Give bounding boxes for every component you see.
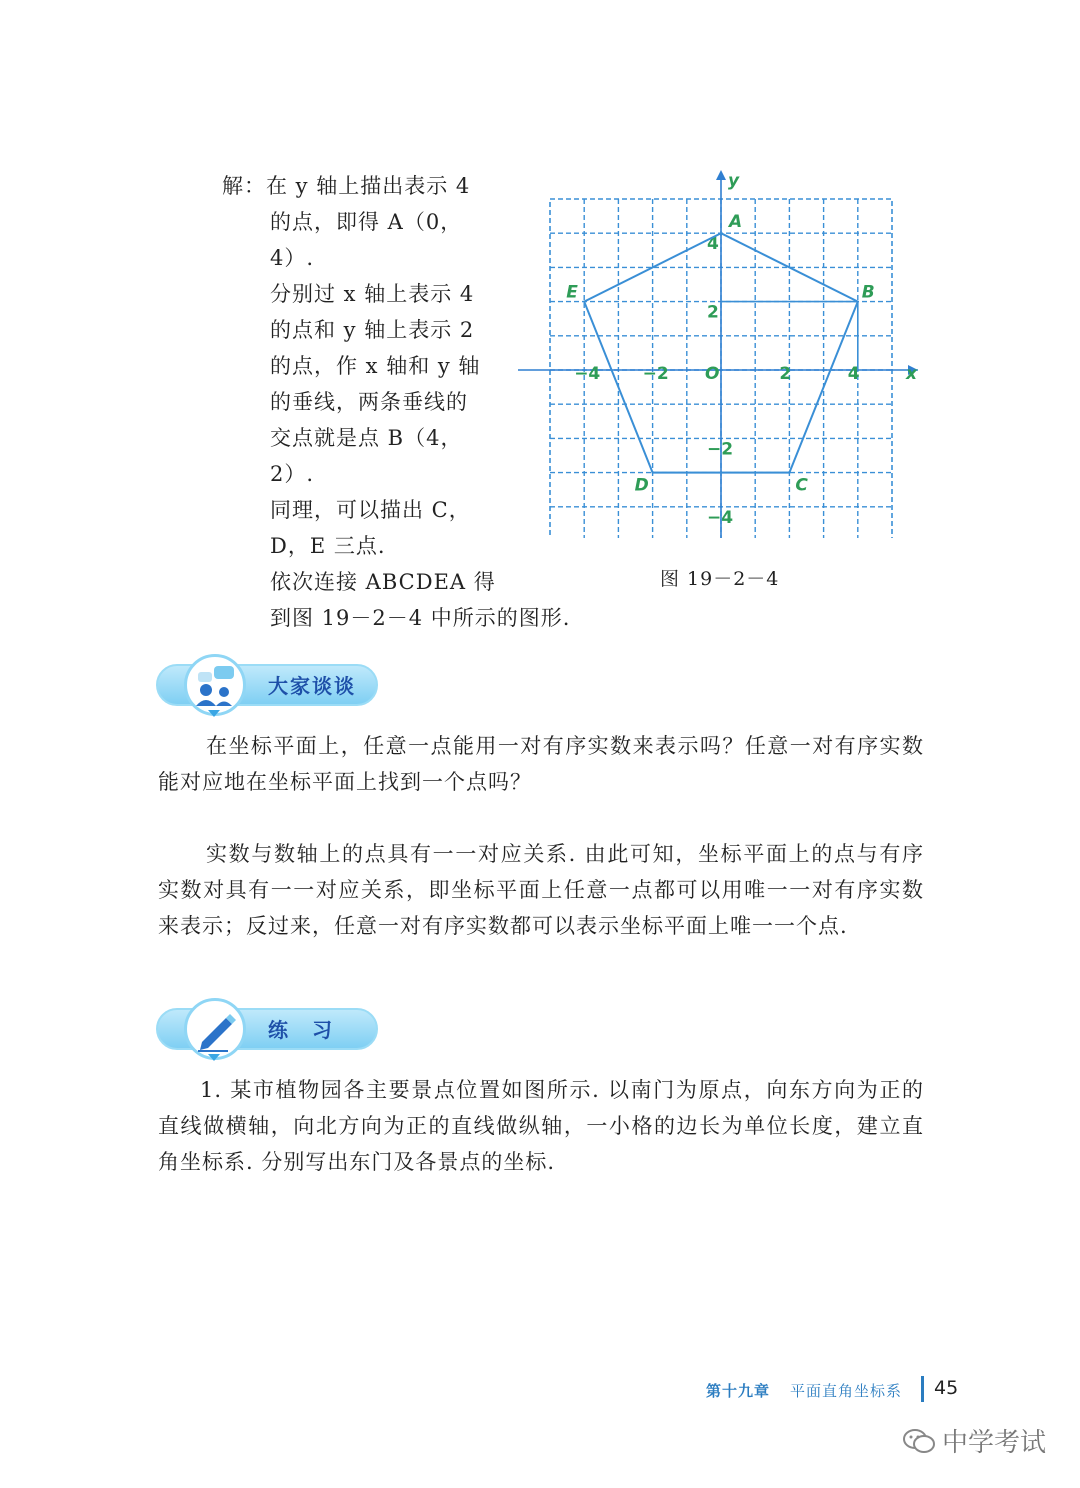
y-tick-label: 2 <box>707 302 719 323</box>
solution-line: 的点和 y 轴上表示 2 <box>270 318 475 342</box>
banner-arrow-icon <box>208 1054 220 1061</box>
people-chat-icon <box>192 662 240 710</box>
footer-divider <box>921 1376 924 1402</box>
y-tick-label: −4 <box>707 507 734 528</box>
practice-title: 练 习 <box>268 1018 334 1042</box>
y-axis-label: y <box>728 171 740 191</box>
point-label-b: B <box>861 282 875 303</box>
y-axis-arrow-icon <box>716 170 726 180</box>
solution-text <box>222 168 571 636</box>
discuss-title: 大家谈谈 <box>268 674 356 698</box>
x-tick-label: −4 <box>574 364 601 384</box>
solution-line: 4）. <box>270 246 315 270</box>
y-tick-label: 4 <box>707 234 719 255</box>
solution-line: 依次连接 ABCDEA 得 <box>270 570 496 594</box>
point-label-e: E <box>566 282 578 303</box>
origin-label: O <box>705 364 720 384</box>
watermark <box>902 1422 1046 1459</box>
solution-line: 的点，作 x 轴和 y 轴 <box>270 354 481 378</box>
x-tick-label: 2 <box>779 364 792 384</box>
x-tick-label: −2 <box>642 364 669 384</box>
x-tick-label: 4 <box>847 364 860 384</box>
solution-line: 解：在 y 轴上描出表示 4 <box>222 174 471 198</box>
pencil-icon <box>192 1006 240 1054</box>
solution-line: 交点就是点 B（4， <box>270 426 463 450</box>
coordinate-figure <box>518 168 928 538</box>
footer-section: 平面直角坐标系 <box>790 1382 903 1400</box>
y-tick-label: −2 <box>707 439 734 460</box>
practice-banner <box>156 998 386 1062</box>
page-number: 45 <box>934 1377 959 1399</box>
point-label-a: A <box>729 212 743 233</box>
wechat-icon <box>902 1427 936 1455</box>
solution-line: 2）. <box>270 462 315 486</box>
solution-line: 同理，可以描出 C， <box>270 498 471 522</box>
discuss-banner <box>156 654 386 718</box>
discuss-answer: 实数与数轴上的点具有一一对应关系. 由此可知，坐标平面上的点与有序实数对具有一一对应关系，即坐标平面上任意一点都可以用唯一一对有序实数来表示；反过来，任意一对有序实数都可以表示坐标平面上唯一一个点. <box>158 842 924 938</box>
solution-line: 的点，即得 A（0， <box>270 210 463 234</box>
banner-arrow-icon <box>208 710 220 717</box>
solution-line: 分别过 x 轴上表示 4 <box>270 282 475 306</box>
practice-item-1: 1. 某市植物园各主要景点位置如图所示. 以南门为原点，向东方向为正的直线做横轴，向北方向为正的直线做纵轴，一小格的边长为单位长度，建立直角坐标系. 分别写出东门及各景点的坐标. <box>158 1078 924 1174</box>
footer-chapter: 第十九章 <box>706 1382 771 1400</box>
solution-line: 的垂线，两条垂线的 <box>270 390 468 414</box>
watermark-text: 中学考试 <box>942 1428 1047 1458</box>
figure-caption: 图 19－2－4 <box>660 568 780 590</box>
solution-line: 到图 19－2－4 中所示的图形. <box>270 606 571 630</box>
discuss-question: 在坐标平面上，任意一点能用一对有序实数来表示吗？任意一对有序实数能对应地在坐标平面上找到一个点吗？ <box>158 734 924 794</box>
point-label-d: D <box>634 475 649 496</box>
point-label-c: C <box>795 475 808 496</box>
x-axis-label: x <box>906 364 917 384</box>
solution-line: D，E 三点. <box>270 534 386 558</box>
